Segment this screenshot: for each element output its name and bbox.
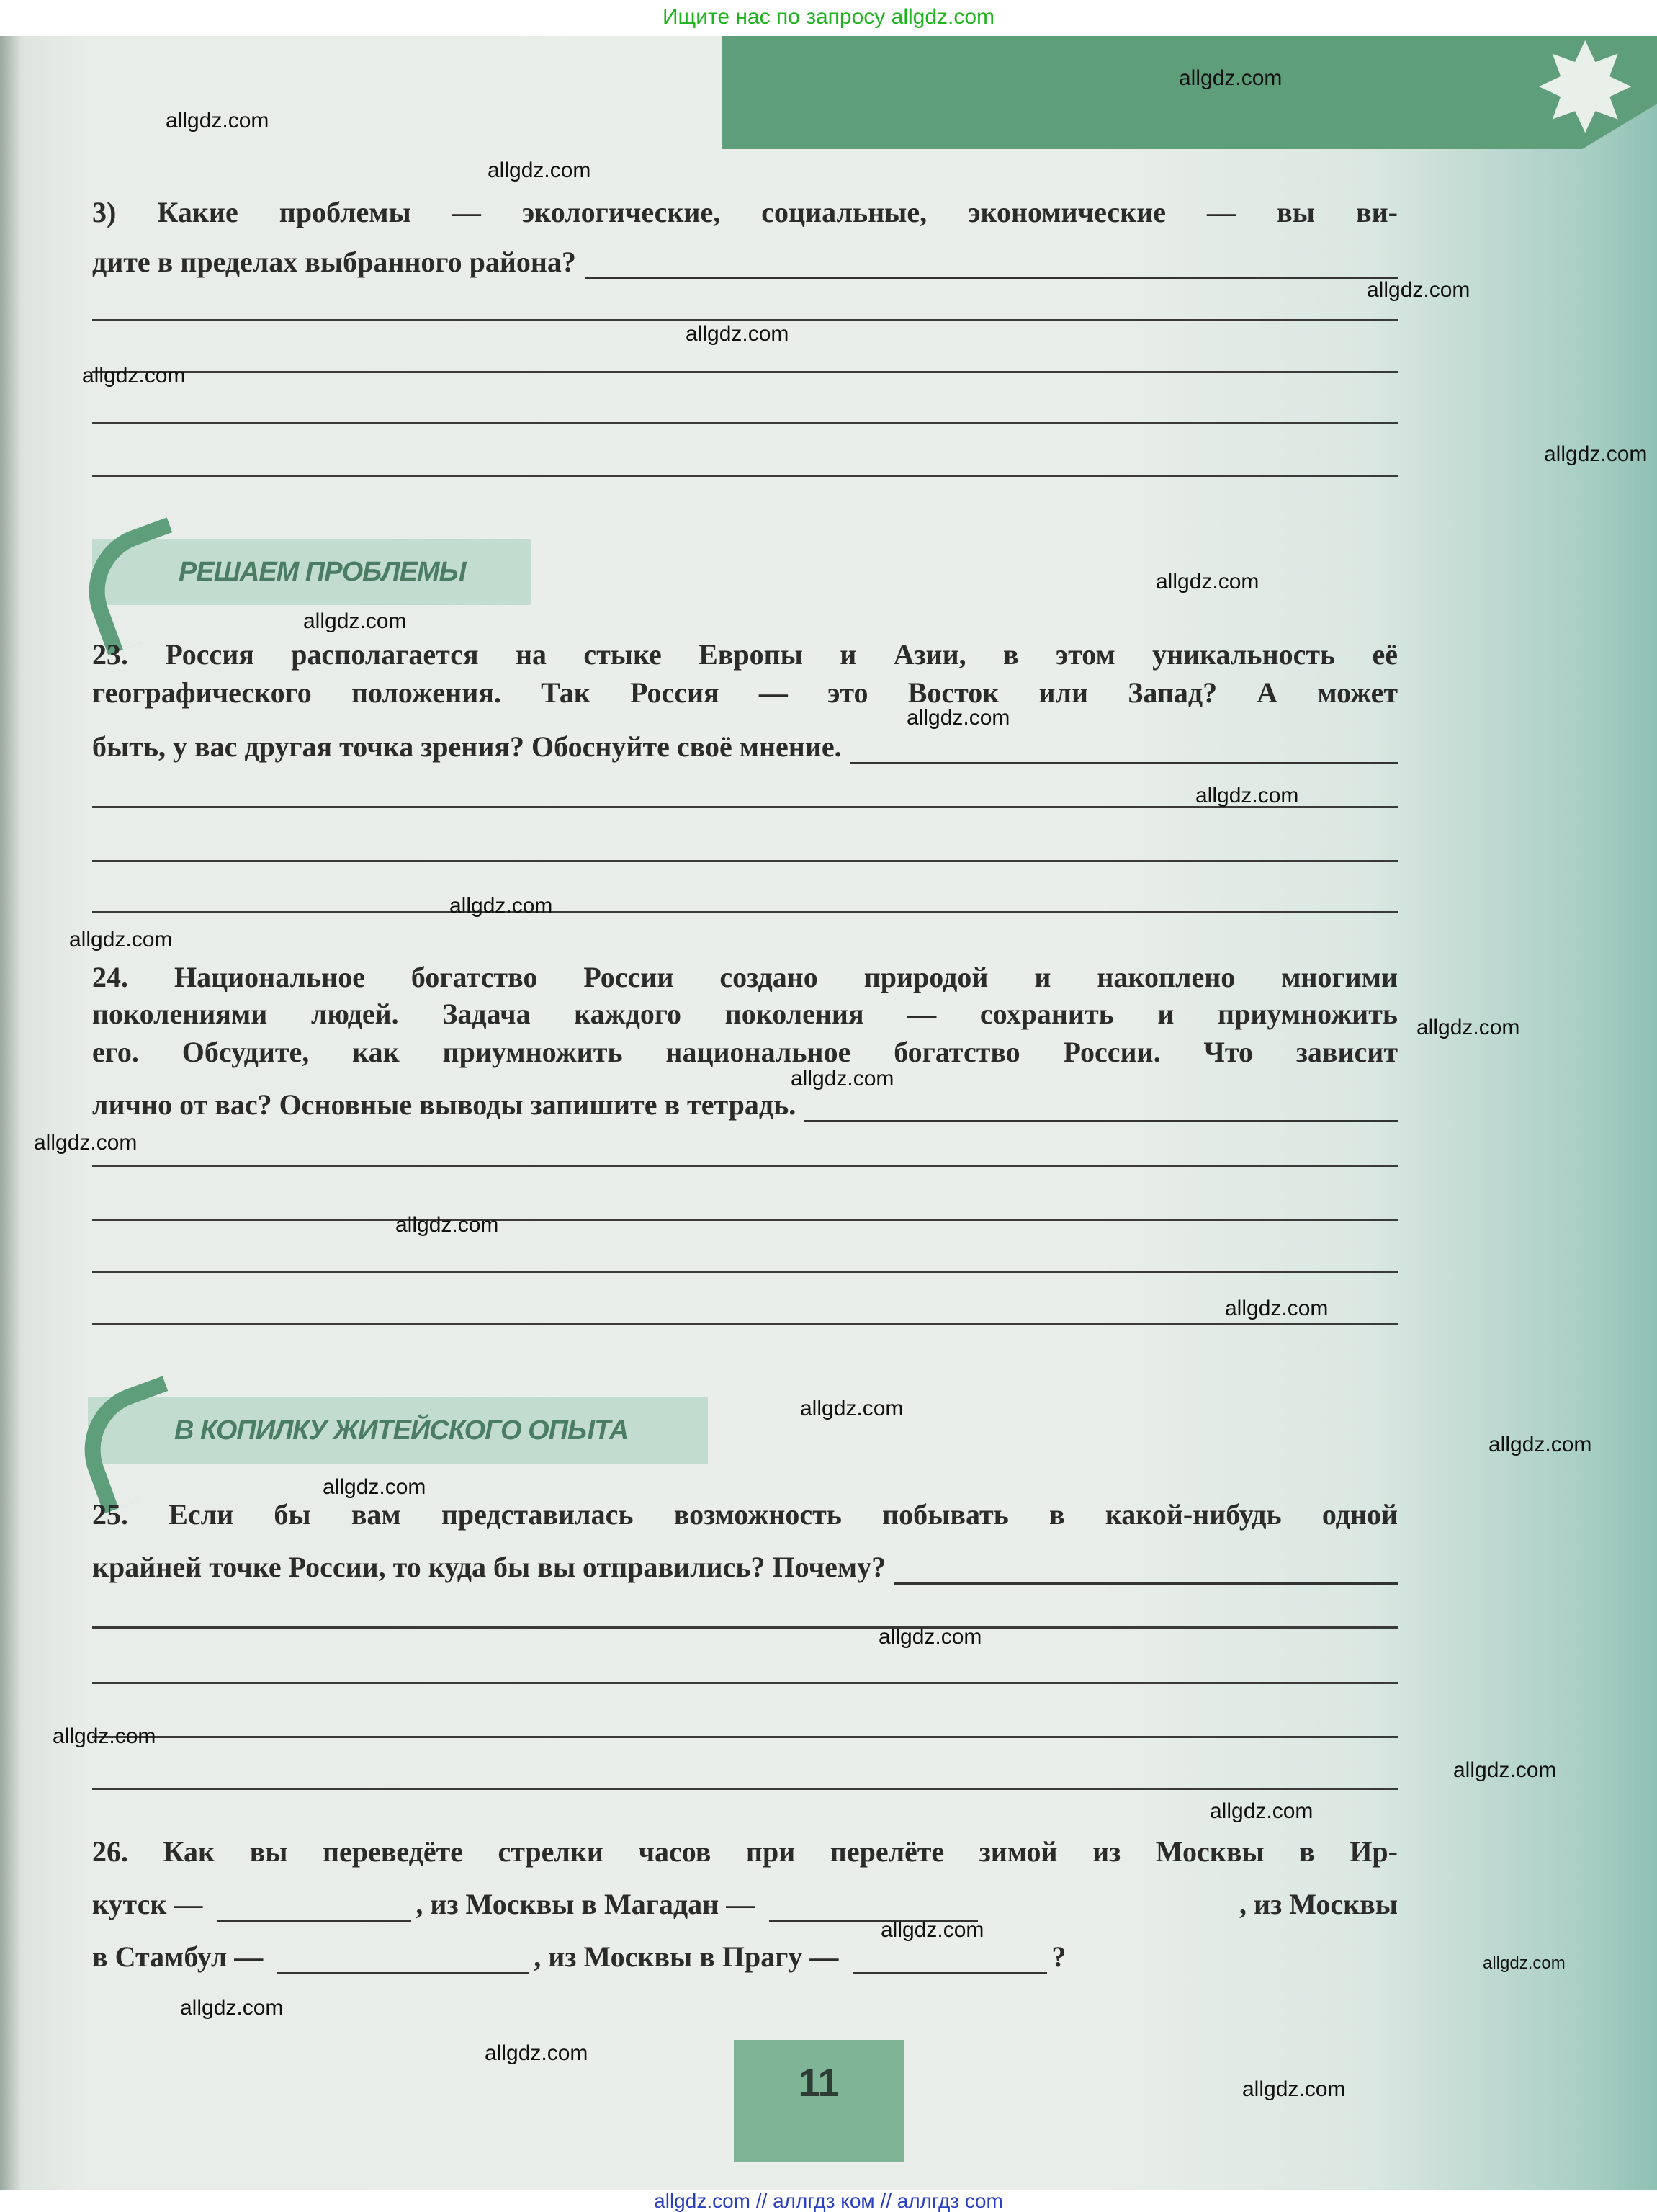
watermark: allgdz.com <box>395 1213 499 1237</box>
q3-line1: 3) Какие проблемы — экологические, социальные, экономические — вы ви- <box>92 196 1398 228</box>
q24-line1: 24. Национальное богатство России создано природой и накоплено многими <box>92 961 1398 993</box>
answer-line[interactable] <box>92 1626 1398 1629</box>
answer-line[interactable] <box>585 251 1398 279</box>
watermark: allgdz.com <box>1416 1016 1520 1039</box>
answer-line[interactable] <box>92 860 1398 862</box>
q25-text: крайней точке России, то куда бы вы отправились? Почему? <box>92 1551 886 1583</box>
watermark: allgdz.com <box>879 1625 982 1649</box>
q26-text: в Стамбул — <box>92 1940 264 1973</box>
q24-line3: его. Обсудите, как приумножить национальное богатство России. Что зависит <box>92 1036 1398 1068</box>
watermark: allgdz.com <box>907 706 1010 730</box>
bottom-banner[interactable]: allgdz.com // аллгдз ком // аллгдз com <box>0 2190 1657 2212</box>
answer-line[interactable] <box>92 1788 1398 1790</box>
irkutsk-answer[interactable] <box>217 1894 411 1922</box>
q25-line2 <box>92 1550 1398 1585</box>
section-title: В КОПИЛКУ ЖИТЕЙСКОГО ОПЫТА <box>174 1415 629 1446</box>
q24-line2: поколениями людей. Задача каждого поколения — сохранить и приумножить <box>92 998 1398 1030</box>
watermark: allgdz.com <box>1156 570 1259 594</box>
answer-line[interactable] <box>92 422 1398 424</box>
watermark: allgdz.com <box>1453 1758 1557 1782</box>
header-band <box>722 36 1657 149</box>
q23-text: быть, у вас другая точка зрения? Обоснуйте своё мнение. <box>92 730 842 763</box>
answer-line[interactable] <box>92 911 1398 913</box>
watermark: allgdz.com <box>1488 1433 1592 1456</box>
answer-line[interactable] <box>92 371 1398 373</box>
watermark: allgdz.com <box>34 1131 138 1155</box>
answer-line[interactable] <box>92 1682 1398 1684</box>
section-header-life-experience <box>88 1397 708 1464</box>
section-header-problems <box>92 539 531 605</box>
page-number: 11 <box>734 2040 904 2162</box>
q25-line1: 25. Если бы вам представилась возможность побывать в какой-нибудь одной <box>92 1498 1398 1531</box>
q26-text: кутск — <box>92 1888 203 1920</box>
star-decoration-icon: ✸ <box>1534 22 1637 158</box>
answer-line[interactable] <box>92 1271 1398 1273</box>
answer-line[interactable] <box>92 1736 1398 1738</box>
watermark: allgdz.com <box>1242 2077 1346 2101</box>
watermark: allgdz.com <box>881 1918 984 1942</box>
watermark: allgdz.com <box>1367 278 1470 302</box>
q3-line2 <box>92 245 1398 279</box>
watermark: allgdz.com <box>800 1397 904 1420</box>
answer-line[interactable] <box>92 1219 1398 1221</box>
watermark: allgdz.com <box>82 364 186 388</box>
watermark: allgdz.com <box>53 1724 156 1748</box>
watermark: allgdz.com <box>449 894 553 918</box>
watermark: allgdz.com <box>791 1067 894 1091</box>
q26-text: , из Москвы <box>1239 1888 1398 1920</box>
watermark: allgdz.com <box>303 609 407 633</box>
q23-line3 <box>92 730 1398 764</box>
watermark: allgdz.com <box>323 1475 426 1499</box>
answer-line[interactable] <box>92 319 1398 321</box>
watermark: allgdz.com <box>1225 1297 1329 1320</box>
answer-line[interactable] <box>894 1557 1398 1585</box>
watermark: allgdz.com <box>485 2041 588 2065</box>
q24-line4 <box>92 1088 1398 1122</box>
watermark: allgdz.com <box>1210 1799 1314 1823</box>
answer-line[interactable] <box>804 1094 1398 1122</box>
watermark: allgdz.com <box>1179 66 1283 90</box>
answer-line[interactable] <box>850 736 1398 764</box>
q26-text: , из Москвы в Прагу — <box>534 1940 839 1973</box>
q26-line1: 26. Как вы переведёте стрелки часов при перелёте зимой из Москвы в Ир- <box>92 1835 1398 1868</box>
q23-line2: географического положения. Так Россия — это Восток или Запад? А может <box>92 676 1398 709</box>
answer-line[interactable] <box>92 475 1398 477</box>
q23-line1: 23. Россия располагается на стыке Европы и Азии, в этом уникальность её <box>92 638 1398 671</box>
watermark: allgdz.com <box>180 1996 284 2020</box>
prague-answer[interactable] <box>853 1946 1047 1974</box>
watermark: allgdz.com <box>1544 442 1648 466</box>
q26-text: , из Москвы в Магадан — <box>416 1888 755 1920</box>
watermark: allgdz.com <box>1483 1953 1566 1973</box>
q3-text: дите в пределах выбранного района? <box>92 246 576 278</box>
watermark: allgdz.com <box>488 158 591 182</box>
section-title: РЕШАЕМ ПРОБЛЕМЫ <box>179 556 466 587</box>
istanbul-answer[interactable] <box>277 1946 529 1974</box>
answer-line[interactable] <box>92 1323 1398 1325</box>
q26-line2 <box>92 1887 1398 1922</box>
answer-line[interactable] <box>92 1165 1398 1167</box>
q26-line3 <box>92 1940 1398 1974</box>
watermark: allgdz.com <box>166 109 269 133</box>
top-banner[interactable]: Ищите нас по запросу allgdz.com <box>0 0 1657 36</box>
q24-text: лично от вас? Основные выводы запишите в тетрадь. <box>92 1088 796 1121</box>
watermark: allgdz.com <box>1195 784 1299 807</box>
q26-text: ? <box>1051 1940 1067 1973</box>
watermark: allgdz.com <box>69 928 173 951</box>
watermark: allgdz.com <box>686 322 789 346</box>
